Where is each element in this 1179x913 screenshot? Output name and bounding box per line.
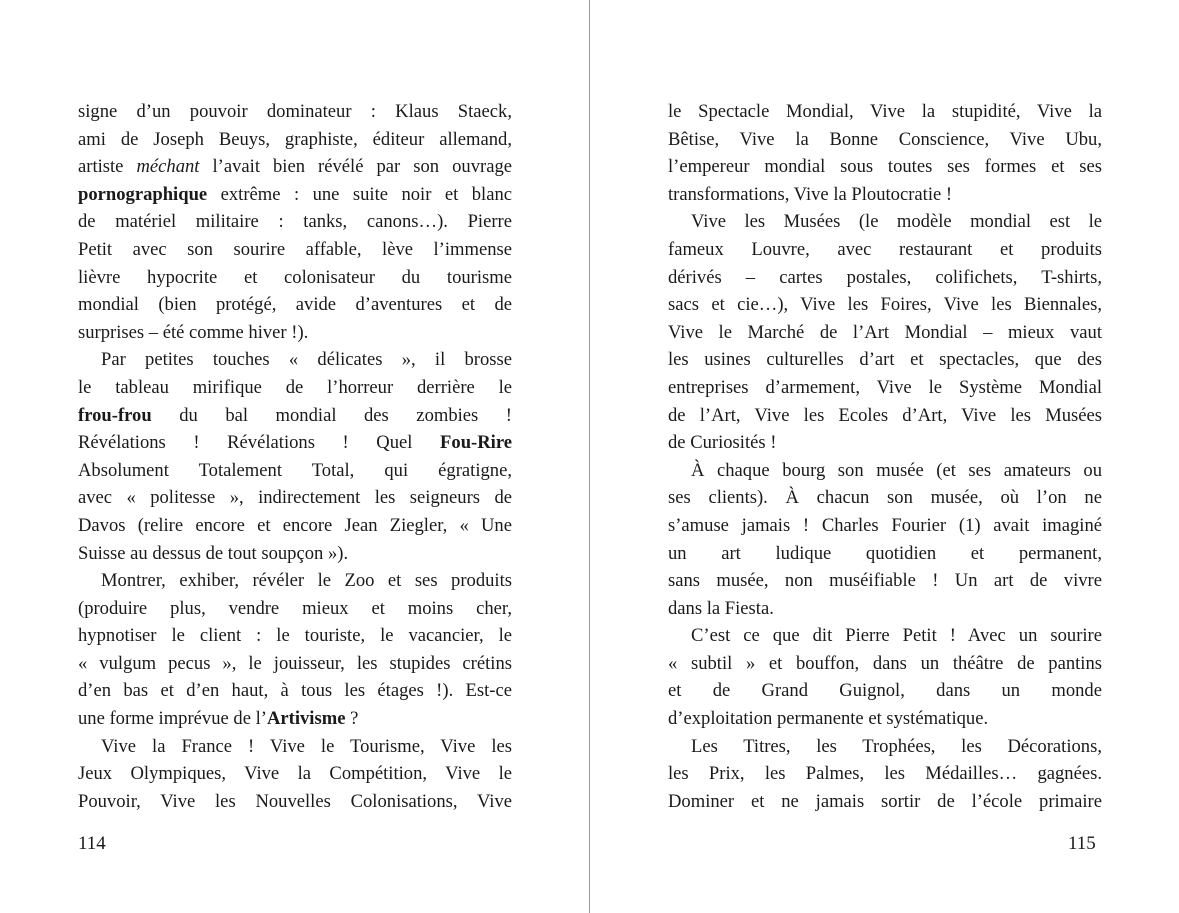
text-run: Vive le Marché de l’Art Mondial – mieux vaut <box>668 321 1102 343</box>
text-run: Jeux Olympiques, Vive la Compétition, Vive le <box>78 763 512 785</box>
text-run: Montrer, exhiber, révéler le Zoo et ses produits <box>101 570 512 592</box>
text-line <box>668 153 1102 181</box>
text-run: lièvre hypocrite et colonisateur du tourisme <box>78 266 512 288</box>
text-run: hypnotiser le client : le touriste, le vacancier, le <box>78 625 512 647</box>
text-run: Absolument Totalement Total, qui égratigne, <box>78 459 512 481</box>
text-line <box>78 512 512 540</box>
text-run: et de Grand Guignol, dans un monde <box>668 680 1102 702</box>
text-run: de Curiosités ! <box>668 432 777 454</box>
text-line <box>668 677 1102 705</box>
text-line <box>668 484 1102 512</box>
text-run: Petit avec son sourire affable, lève l’immense <box>78 238 512 260</box>
text-line <box>78 346 512 374</box>
text-line <box>668 208 1102 236</box>
text-line <box>668 236 1102 264</box>
text-line <box>78 457 512 485</box>
text-run: ami de Joseph Beuys, graphiste, éditeur allemand, <box>78 128 512 150</box>
text-line <box>668 429 1102 457</box>
text-line <box>78 319 512 347</box>
text-line <box>78 650 512 678</box>
text-line <box>78 291 512 319</box>
text-line <box>668 402 1102 430</box>
text-line <box>78 705 512 733</box>
text-run: Vive les Musées (le modèle mondial est le <box>691 211 1102 233</box>
text-line <box>668 705 1102 733</box>
text-run: le Spectacle Mondial, Vive la stupidité, Vive la <box>668 101 1102 122</box>
text-run: « vulgum pecus », le jouisseur, les stupides crétins <box>78 652 512 674</box>
page-number-right: 115 <box>1068 833 1096 854</box>
text-line <box>78 429 512 457</box>
text-line <box>668 760 1102 788</box>
text-run: l’empereur mondial sous toutes ses formes et ses <box>668 156 1102 178</box>
text-run: de l’Art, Vive les Ecoles d’Art, Vive les Musées <box>668 404 1102 426</box>
text-run: entreprises d’armement, Vive le Système Mondial <box>668 376 1102 398</box>
text-run: dérivés – cartes postales, colifichets, T-shirts, <box>668 266 1102 288</box>
text-run: (produire plus, vendre mieux et moins cher, <box>78 597 512 619</box>
text-run: Suisse au dessus de tout soupçon »). <box>78 542 349 564</box>
right-page-text <box>668 98 1102 815</box>
text-run: transformations, Vive la Ploutocratie ! <box>668 183 953 205</box>
text-line <box>668 126 1102 154</box>
text-line <box>78 236 512 264</box>
bold-text: frou-frou <box>78 404 152 426</box>
text-run: d’exploitation permanente et systématique. <box>668 708 989 730</box>
text-run: Dominer et ne jamais sortir de l’école primaire <box>668 790 1102 812</box>
left-page-text <box>78 98 512 815</box>
text-line <box>668 733 1102 761</box>
text-line <box>668 512 1102 540</box>
text-line <box>668 595 1102 623</box>
text-run: mondial (bien protégé, avide d’aventures et de <box>78 294 512 316</box>
text-run: Révélations ! Révélations ! Quel <box>78 432 441 454</box>
text-run: Vive la France ! Vive le Tourisme, Vive les <box>101 735 512 757</box>
text-line <box>668 98 1102 126</box>
text-line <box>668 181 1102 209</box>
italic-text: méchant <box>136 156 200 178</box>
text-line <box>78 760 512 788</box>
bold-text: Fou-Rire <box>440 432 512 454</box>
text-run: sans musée, non muséifiable ! Un art de vivre <box>668 570 1102 592</box>
text-run: une forme imprévue de l’ <box>78 708 267 730</box>
text-run: fameux Louvre, avec restaurant et produits <box>668 238 1102 260</box>
text-line <box>78 264 512 292</box>
bold-text: pornographique <box>78 183 208 205</box>
page-number-left: 114 <box>78 833 106 854</box>
text-line <box>668 346 1102 374</box>
text-line <box>78 402 512 430</box>
text-line <box>78 677 512 705</box>
text-run: signe d’un pouvoir dominateur : Klaus Staeck, <box>78 101 512 122</box>
text-run: « subtil » et bouffon, dans un théâtre de pantins <box>668 652 1102 674</box>
text-run: d’en bas et d’en haut, à tous les étages !). Est-ce <box>78 680 512 702</box>
text-run: s’amuse jamais ! Charles Fourier (1) avait imaginé <box>668 514 1102 536</box>
text-run: du bal mondial des zombies ! <box>151 404 512 426</box>
text-run: surprises – été comme hiver !). <box>78 321 309 343</box>
text-line <box>668 567 1102 595</box>
text-line <box>668 457 1102 485</box>
text-run: dans la Fiesta. <box>668 597 774 619</box>
text-line <box>668 650 1102 678</box>
text-run: les Prix, les Palmes, les Médailles… gagnées. <box>668 763 1102 785</box>
text-line <box>78 733 512 761</box>
text-run: extrême : une suite noir et blanc <box>207 183 512 205</box>
text-run: artiste <box>78 156 137 178</box>
text-run: l’avait bien révélé par son ouvrage <box>199 156 512 178</box>
text-run: le tableau mirifique de l’horreur derrière le <box>78 376 512 398</box>
text-run: les usines culturelles d’art et spectacles, que des <box>668 349 1102 371</box>
text-line <box>668 374 1102 402</box>
text-line <box>668 264 1102 292</box>
text-line <box>78 567 512 595</box>
text-run: Par petites touches « délicates », il brosse <box>101 349 512 371</box>
text-run: de matériel militaire : tanks, canons…). Pierre <box>78 211 512 233</box>
text-run: À chaque bourg son musée (et ses amateurs ou <box>691 459 1102 481</box>
text-line <box>78 788 512 816</box>
text-line <box>78 540 512 568</box>
text-line <box>78 181 512 209</box>
text-line <box>78 484 512 512</box>
page-gutter-divider <box>589 0 590 913</box>
text-run: Pouvoir, Vive les Nouvelles Colonisations, Vive <box>78 790 512 812</box>
text-run: un art ludique quotidien et permanent, <box>668 542 1102 564</box>
text-run: C’est ce que dit Pierre Petit ! Avec un sourire <box>691 625 1102 647</box>
text-line <box>668 540 1102 568</box>
text-line <box>78 374 512 402</box>
text-run: ses clients). À chacun son musée, où l’on ne <box>668 487 1102 509</box>
text-run: Les Titres, les Trophées, les Décorations, <box>691 735 1102 757</box>
text-run: Bêtise, Vive la Bonne Conscience, Vive Ubu, <box>668 128 1102 150</box>
text-line <box>78 126 512 154</box>
text-line <box>78 153 512 181</box>
text-run: Davos (relire encore et encore Jean Ziegler, « Une <box>78 514 512 536</box>
text-line <box>668 622 1102 650</box>
text-line <box>78 98 512 126</box>
text-line <box>78 595 512 623</box>
text-line <box>78 622 512 650</box>
text-run: avec « politesse », indirectement les seigneurs de <box>78 487 512 509</box>
text-run: sacs et cie…), Vive les Foires, Vive les Biennales, <box>668 294 1102 316</box>
bold-text: Artivisme <box>266 708 346 730</box>
text-run: ? <box>345 708 359 730</box>
text-line <box>668 319 1102 347</box>
text-line <box>668 788 1102 816</box>
text-line <box>78 208 512 236</box>
text-line <box>668 291 1102 319</box>
